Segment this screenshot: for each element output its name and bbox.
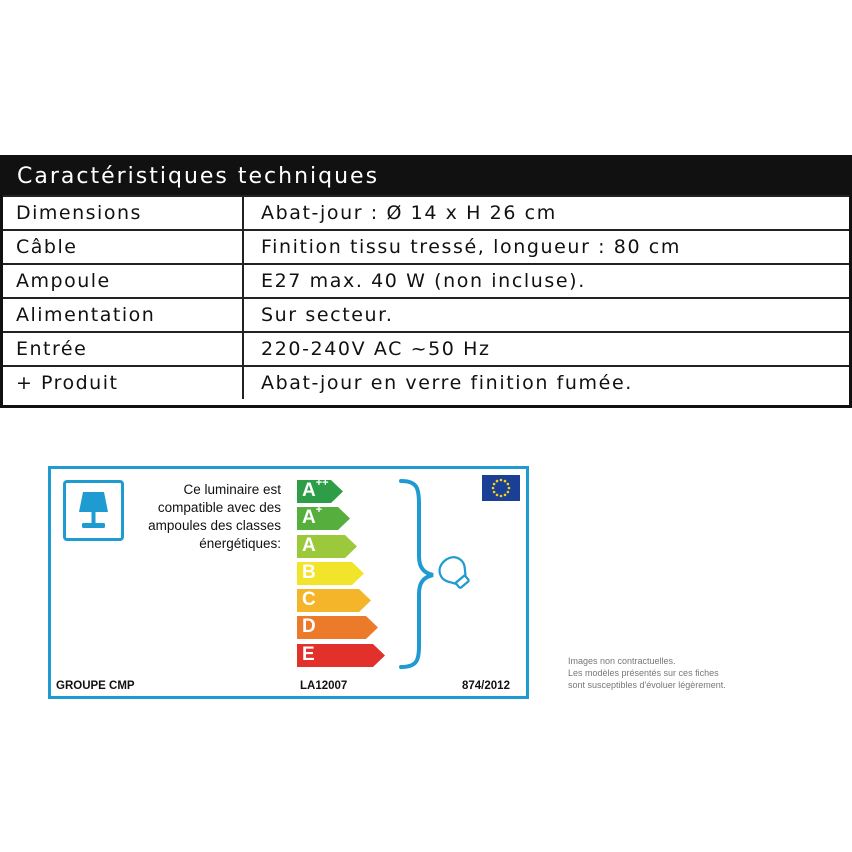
spec-key: Câble bbox=[3, 231, 244, 263]
compatibility-text bbox=[131, 481, 281, 553]
spec-row bbox=[3, 195, 849, 229]
spec-key: Ampoule bbox=[3, 265, 244, 297]
lamp-icon bbox=[63, 480, 124, 541]
spec-row bbox=[3, 365, 849, 399]
spec-value: 220-240V AC ~50 Hz bbox=[261, 338, 491, 360]
regulation-number: 874/2012 bbox=[462, 680, 510, 692]
spec-row bbox=[3, 229, 849, 263]
energy-class-sup: + bbox=[315, 504, 323, 517]
spec-value: E27 max. 40 W (non incluse). bbox=[261, 270, 586, 292]
spec-value: Sur secteur. bbox=[261, 304, 394, 326]
spec-row bbox=[3, 331, 849, 365]
energy-class-letter: A bbox=[302, 480, 316, 501]
supplier-name: GROUPE CMP bbox=[56, 680, 135, 692]
energy-class-letter: D bbox=[302, 616, 316, 638]
energy-label bbox=[48, 466, 529, 699]
spec-table bbox=[0, 155, 852, 408]
energy-class-letter: E bbox=[302, 643, 315, 665]
compat-line: compatible avec des bbox=[157, 500, 281, 515]
compat-line: énergétiques: bbox=[199, 536, 281, 551]
energy-class-sup: ++ bbox=[315, 477, 329, 489]
spec-table-title: Caractéristiques techniques bbox=[3, 158, 849, 195]
spec-value: Abat-jour en verre finition fumée. bbox=[261, 372, 633, 394]
model-number: LA12007 bbox=[300, 680, 348, 692]
eu-flag-icon bbox=[482, 475, 520, 501]
disclaimer-line: Images non contractuelles. bbox=[568, 656, 676, 666]
compat-line: Ce luminaire est bbox=[183, 482, 281, 497]
energy-class-letter: A bbox=[302, 534, 316, 556]
spec-row bbox=[3, 263, 849, 297]
spec-key: Dimensions bbox=[3, 197, 244, 229]
bulb-icon bbox=[435, 553, 475, 593]
energy-class-letter: B bbox=[302, 561, 316, 583]
compat-line: ampoules des classes bbox=[148, 518, 281, 533]
energy-class-letter: A bbox=[302, 507, 316, 529]
energy-class-letter: C bbox=[302, 589, 316, 611]
disclaimer-line: sont susceptibles d'évoluer légèrement. bbox=[568, 680, 726, 690]
spec-value: Finition tissu tressé, longueur : 80 cm bbox=[261, 236, 681, 258]
spec-key: + Produit bbox=[3, 367, 244, 399]
spec-row bbox=[3, 297, 849, 331]
spec-key: Entrée bbox=[3, 333, 244, 365]
brace-icon bbox=[397, 478, 437, 670]
spec-value: Abat-jour : Ø 14 x H 26 cm bbox=[261, 202, 557, 224]
disclaimer-line: Les modèles présentés sur ces fiches bbox=[568, 668, 719, 678]
disclaimer bbox=[568, 655, 768, 691]
spec-key: Alimentation bbox=[3, 299, 244, 331]
